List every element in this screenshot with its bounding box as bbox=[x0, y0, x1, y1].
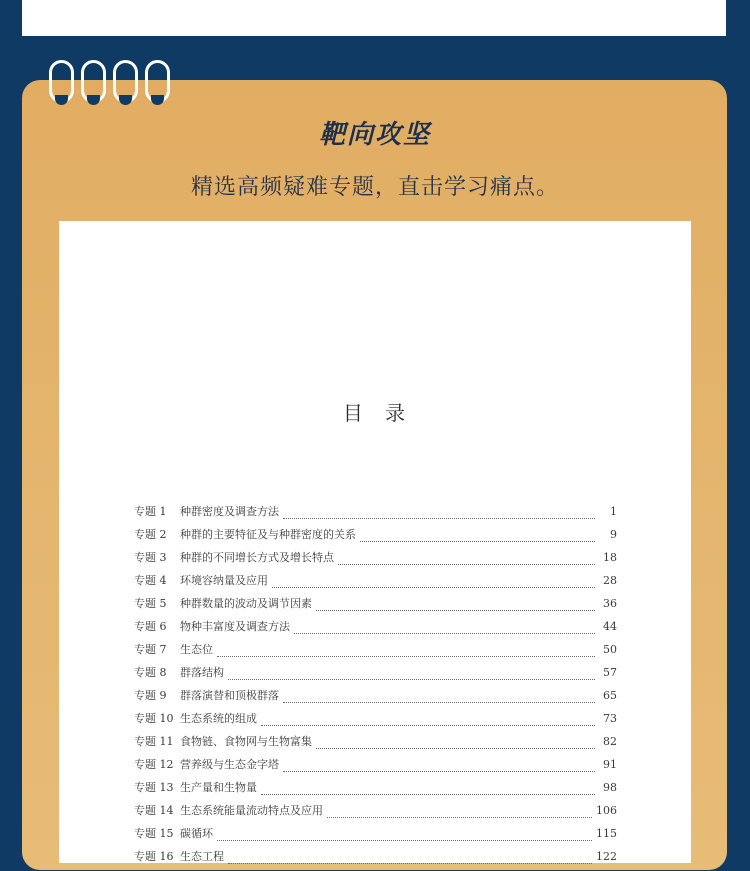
toc-topic-number: 专题 15 bbox=[134, 827, 174, 840]
toc-page-number: 44 bbox=[603, 620, 617, 633]
toc-leader-dots bbox=[217, 839, 592, 841]
toc-entry bbox=[134, 710, 617, 733]
toc-topic-number: 专题 13 bbox=[134, 781, 174, 794]
toc-topic-number: 专题 14 bbox=[134, 804, 174, 817]
toc-topic-number: 专题 12 bbox=[134, 758, 174, 771]
top-white-panel bbox=[22, 0, 726, 36]
toc-leader-dots bbox=[360, 540, 595, 542]
toc-topic-title: 种群的主要特征及与种群密度的关系 bbox=[180, 528, 356, 541]
toc-leader-dots bbox=[228, 678, 595, 680]
toc-topic-number: 专题 1 bbox=[134, 505, 167, 518]
toc-topic-number: 专题 2 bbox=[134, 528, 167, 541]
toc-topic-title: 物种丰富度及调查方法 bbox=[180, 620, 290, 633]
toc-entry bbox=[134, 687, 617, 710]
binder-ring-icon bbox=[49, 60, 74, 103]
section-title: 靶向攻坚 bbox=[318, 120, 431, 150]
toc-entry bbox=[134, 549, 617, 572]
binder-ring-icon bbox=[113, 60, 138, 103]
toc-leader-dots bbox=[338, 563, 595, 565]
toc-entry bbox=[134, 526, 617, 549]
toc-topic-title: 碳循环 bbox=[180, 827, 213, 840]
section-subtitle: 精选高频疑难专题，直击学习痛点。 bbox=[190, 175, 559, 200]
toc-topic-title: 群落演替和顶极群落 bbox=[180, 689, 279, 702]
toc-leader-dots bbox=[283, 517, 595, 519]
binder-ring-icon bbox=[81, 60, 106, 103]
toc-leader-dots bbox=[316, 747, 595, 749]
toc-topic-title: 群落结构 bbox=[180, 666, 224, 679]
toc-topic-title: 生态工程 bbox=[180, 850, 224, 863]
toc-entry bbox=[134, 595, 617, 618]
toc-topic-number: 专题 4 bbox=[134, 574, 167, 587]
toc-entry bbox=[134, 572, 617, 595]
toc-topic-number: 专题 3 bbox=[134, 551, 167, 564]
toc-leader-dots bbox=[272, 586, 595, 588]
toc-topic-title: 生态位 bbox=[180, 643, 213, 656]
toc-topic-title: 环境容纳量及应用 bbox=[180, 574, 268, 587]
toc-leader-dots bbox=[316, 609, 595, 611]
toc-list bbox=[134, 503, 617, 871]
toc-topic-number: 专题 16 bbox=[134, 850, 174, 863]
toc-topic-number: 专题 8 bbox=[134, 666, 167, 679]
toc-entry bbox=[134, 825, 617, 848]
toc-entry bbox=[134, 848, 617, 871]
toc-leader-dots bbox=[327, 816, 592, 818]
toc-page-number: 98 bbox=[603, 781, 617, 794]
toc-entry bbox=[134, 618, 617, 641]
toc-topic-number: 专题 5 bbox=[134, 597, 167, 610]
binder-rings bbox=[49, 60, 173, 106]
toc-topic-title: 种群的不同增长方式及增长特点 bbox=[180, 551, 334, 564]
toc-topic-title: 种群数量的波动及调节因素 bbox=[180, 597, 312, 610]
toc-page-number: 65 bbox=[603, 689, 617, 702]
toc-topic-title: 食物链、食物网与生物富集 bbox=[180, 735, 312, 748]
toc-entry bbox=[134, 641, 617, 664]
toc-page-number: 115 bbox=[596, 827, 617, 840]
toc-leader-dots bbox=[217, 655, 595, 657]
toc-entry bbox=[134, 503, 617, 526]
toc-leader-dots bbox=[294, 632, 595, 634]
toc-entry bbox=[134, 664, 617, 687]
toc-topic-title: 生态系统的组成 bbox=[180, 712, 257, 725]
toc-page-number: 122 bbox=[596, 850, 617, 863]
toc-topic-title: 营养级与生态金字塔 bbox=[180, 758, 279, 771]
toc-page-number: 28 bbox=[603, 574, 617, 587]
toc-leader-dots bbox=[283, 770, 595, 772]
toc-heading: 目 录 bbox=[342, 401, 408, 425]
toc-entry bbox=[134, 733, 617, 756]
toc-page-number: 91 bbox=[603, 758, 617, 771]
toc-page-number: 106 bbox=[596, 804, 617, 817]
toc-leader-dots bbox=[283, 701, 595, 703]
toc-page-number: 82 bbox=[603, 735, 617, 748]
toc-page-number: 9 bbox=[610, 528, 617, 541]
toc-leader-dots bbox=[261, 793, 595, 795]
toc-page-number: 1 bbox=[610, 505, 617, 518]
toc-entry bbox=[134, 756, 617, 779]
toc-topic-number: 专题 10 bbox=[134, 712, 174, 725]
toc-topic-title: 种群密度及调查方法 bbox=[180, 505, 279, 518]
toc-topic-number: 专题 9 bbox=[134, 689, 167, 702]
toc-topic-number: 专题 7 bbox=[134, 643, 167, 656]
binder-ring-icon bbox=[145, 60, 170, 103]
toc-entry bbox=[134, 802, 617, 825]
toc-page-number: 50 bbox=[603, 643, 617, 656]
toc-topic-number: 专题 6 bbox=[134, 620, 167, 633]
toc-leader-dots bbox=[261, 724, 595, 726]
toc-entry bbox=[134, 779, 617, 802]
toc-topic-number: 专题 11 bbox=[134, 735, 174, 748]
toc-page-number: 36 bbox=[603, 597, 617, 610]
toc-page-number: 57 bbox=[603, 666, 617, 679]
table-of-contents-page bbox=[59, 221, 691, 863]
toc-topic-title: 生产量和生物量 bbox=[180, 781, 257, 794]
toc-page-number: 73 bbox=[603, 712, 617, 725]
toc-page-number: 18 bbox=[603, 551, 617, 564]
toc-topic-title: 生态系统能量流动特点及应用 bbox=[180, 804, 323, 817]
